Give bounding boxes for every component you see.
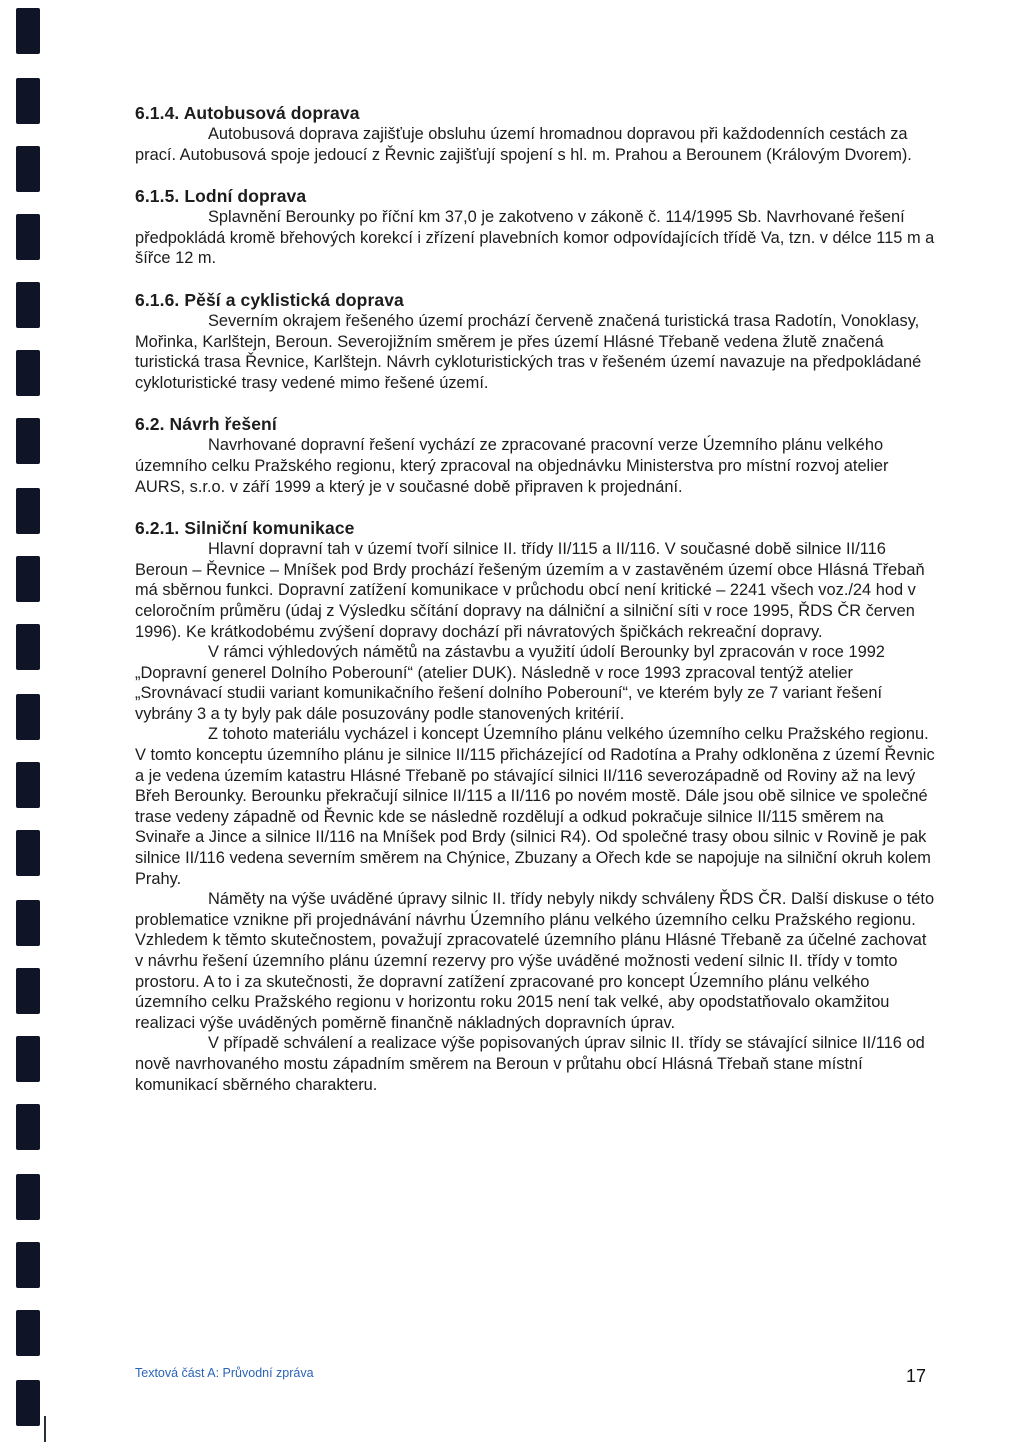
document-body	[135, 102, 935, 1095]
binding-hole	[16, 282, 40, 328]
binding-hole	[16, 1380, 40, 1426]
binding-hole	[16, 1036, 40, 1082]
section-heading: 6.2.1. Silniční komunikace	[135, 518, 355, 539]
binding-hole	[16, 1174, 40, 1220]
section-heading: 6.1.4. Autobusová doprava	[135, 103, 360, 123]
binding-hole	[16, 624, 40, 670]
paragraph: Severním okrajem řešeného území prochází červeně značená turistická trasa Radotín, Vonoklasy, Mořinka, Karlštejn, Beroun. Severojižním směrem je přes území Hlásné Třebaně vedena žlutě značená turistická trasa Řevnice, Karlštejn. Návrh cykloturistických tras v řešeném území navazuje na předpokládané cykloturistické trasy vedené mimo řešené území.	[135, 311, 922, 392]
paragraph: Z tohoto materiálu vycházel i koncept Územního plánu velkého územního celku Pražského regionu. V tomto konceptu územního plánu je silnice II/115 přicházející od Radotína a Prahy odkloněna z území Řevnic a je vedena územím katastru Hlásné Třebaně po stávající silnici II/116 severozápadně od Roviny až na levý Břeh Berounky. Berounku překračují silnice II/115 a II/116 po novém mostě. Dále jsou obě silnice ve společné trase vedeny západně od Řevnic kde se následně rozdělují a odkud pokračuje silnice II/115 směrem na Svinaře a Jince a silnice II/116 na Mníšek pod Brdy (silnici R4). Od společné trasy obou silnic v Rovině je pak silnice II/116 vedena severním směrem na Chýnice, Zbuzany a Ořech kde se napojuje na silniční okruh kolem Prahy.	[135, 725, 935, 888]
section-lodni-doprava	[135, 185, 935, 269]
binding-hole	[16, 762, 40, 808]
binding-hole	[16, 146, 40, 192]
paragraph: Hlavní dopravní tah v území tvoří silnice II. třídy II/115 a II/116. V současné době silnice II/116 Beroun – Řevnice – Mníšek pod Brdy prochází řešeným územím a v zastavěném území obce Hlásná Třebaň má sběrnou funkci. Dopravní zatížení komunikace v průchodu obcí není kritické – 2241 všech voz./24 hod v celoročním průměru (údaj z Výsledku sčítání dopravy na dálniční a silniční síti v roce 1995, ŘDS ČR červen 1996). Ke krátkodobému zvýšení dopravy dochází při návratových špičkách rekreační dopravy.	[135, 540, 925, 641]
page-number: 17	[906, 1366, 927, 1386]
paragraph: Autobusová doprava zajišťuje obsluhu území hromadnou dopravou při každodenních cestách za prací. Autobusová spoje jedoucí z Řevnic zajišťují spojení s hl. m. Prahou a Berounem (Královým Dvorem).	[135, 125, 912, 164]
binding-hole	[16, 350, 40, 396]
binding-hole	[16, 1242, 40, 1288]
section-pesi-cyklisticka-doprava	[135, 289, 935, 393]
binding-hole	[16, 418, 40, 464]
binding-hole	[16, 968, 40, 1014]
binding-edge	[44, 1416, 46, 1442]
section-autobusova-doprava	[135, 102, 935, 165]
binding-hole	[16, 556, 40, 602]
footer-document-title: Textová část A: Průvodní zpráva	[135, 1366, 314, 1380]
binding-hole	[16, 214, 40, 260]
binding-hole	[16, 900, 40, 946]
paragraph: Náměty na výše uváděné úpravy silnic II. třídy nebyly nikdy schváleny ŘDS ČR. Další diskuse o této problematice vznikne při projednávání návrhu Územního plánu velkého územního celku Pražského regionu. Vzhledem k těmto skutečnostem, považují zpracovatelé územního plánu Hlásné Třebaně za účelné zachovat v návrhu řešení územního plánu územní rezervy pro výše uváděné možnosti vedení silnic II. třídy v tomto prostoru. A to i za skutečnosti, že dopravní zatížení zpracované pro koncept Územního plánu velkého územního celku Pražského regionu v horizontu roku 2015 není tak velké, aby opodstatňovalo okamžitou realizaci výše uváděných poměrně finančně nákladných dopravních úprav.	[135, 890, 935, 1032]
paragraph: V případě schválení a realizace výše popisovaných úprav silnic II. třídy se stávající silnice II/116 od nově navrhovaného mostu západním směrem na Beroun v průtahu obcí Hlásná Třebaň stane místní komunikací sběrného charakteru.	[135, 1034, 925, 1094]
spiral-binding	[0, 0, 52, 1448]
binding-hole	[16, 830, 40, 876]
paragraph: Splavnění Berounky po říční km 37,0 je zakotveno v zákoně č. 114/1995 Sb. Navrhované řešení předpokládá kromě břehových korekcí i zřízení plavebních komor odpovídajících třídě Va, tzn. v délce 115 m a šířce 12 m.	[135, 208, 935, 268]
section-heading: 6.1.6. Pěší a cyklistická doprava	[135, 289, 404, 310]
section-heading: 6.2. Návrh řešení	[135, 414, 277, 435]
binding-hole	[16, 78, 40, 124]
binding-hole	[16, 488, 40, 534]
binding-hole	[16, 1310, 40, 1356]
section-heading: 6.1.5. Lodní doprava	[135, 186, 307, 207]
section-silnicni-komunikace	[135, 517, 935, 1095]
paragraph: V rámci výhledových námětů na zástavbu a využití údolí Berounky byl zpracován v roce 1992 „Dopravní generel Dolního Poberouní“ (atelier DUK). Následně v roce 1993 zpracoval tentýž atelier „Srovnávací studii variant komunikačního řešení dolního Poberouní“, ve kterém byly ze 7 variant řešení vybrány 3 a ty byly pak dále posuzovány podle stanovených kritérií.	[135, 643, 885, 723]
section-navrh-reseni	[135, 413, 935, 497]
binding-hole	[16, 8, 40, 54]
binding-hole	[16, 1104, 40, 1150]
binding-hole	[16, 694, 40, 740]
paragraph: Navrhované dopravní řešení vychází ze zpracované pracovní verze Územního plánu velkého územního celku Pražského regionu, který zpracoval na objednávku Ministerstva pro místní rozvoj atelier AURS, s.r.o. v září 1999 a který je v současné době připraven k projednání.	[135, 436, 889, 496]
